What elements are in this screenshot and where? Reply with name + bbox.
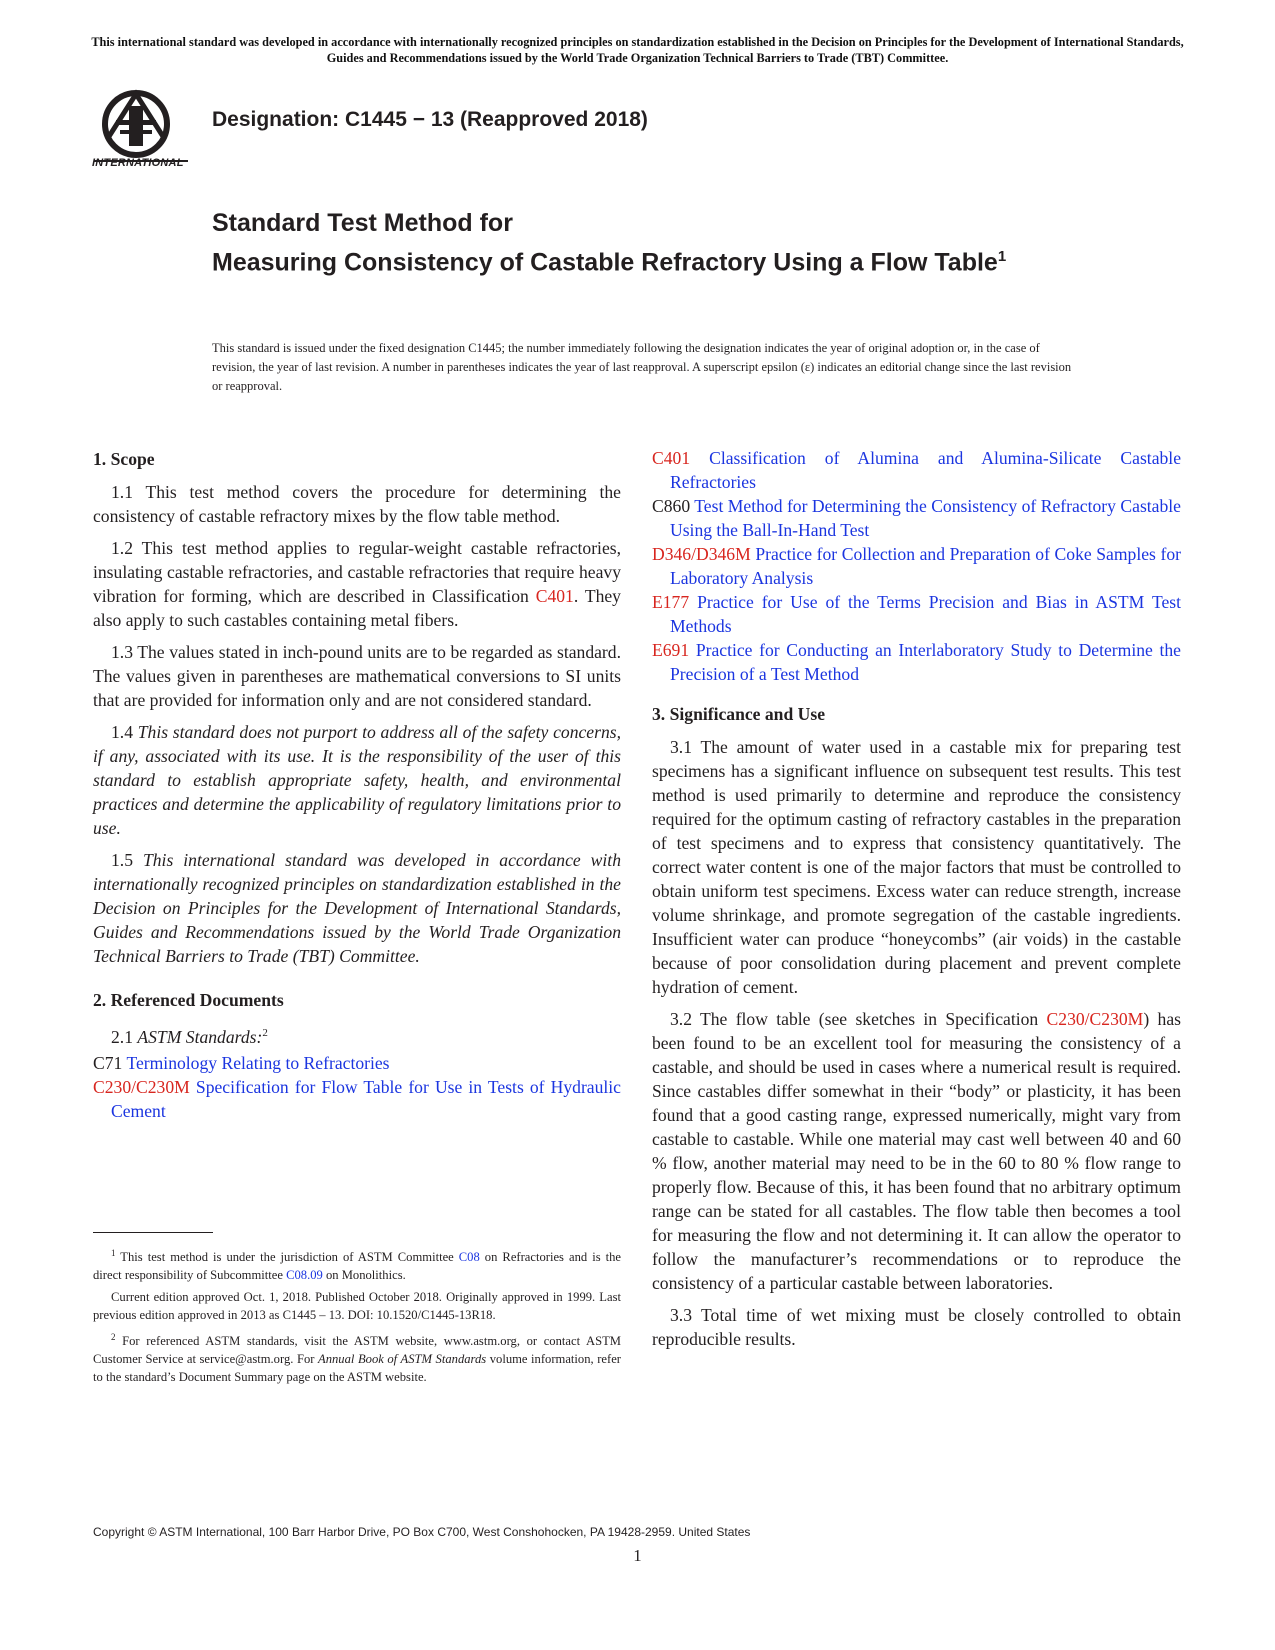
ref-title-link[interactable]: Terminology Relating to Refractories (126, 1052, 390, 1073)
ref-item-e177 (652, 590, 1181, 638)
ref-title-link[interactable]: Practice for Collection and Preparation of Coke Samples for Laboratory Analysis (670, 544, 1181, 588)
footnote-mark-2: 2 (262, 1027, 268, 1039)
ref-item-c230 (93, 1075, 621, 1123)
ref-code[interactable]: E177 (652, 592, 690, 612)
ref-item-d346 (652, 542, 1181, 590)
ref-title-link[interactable]: Specification for Flow Table for Use in Tests of Hydraulic Cement (111, 1076, 621, 1121)
ref-title-link[interactable]: Practice for Use of the Terms Precision and Bias in ASTM Test Methods (670, 592, 1182, 636)
footnotes (93, 1244, 621, 1390)
ref-item-c860 (652, 494, 1181, 542)
issued-note: This standard is issued under the fixed designation C1445; the number immediately following the designation indicates the year of original adoption or, in the case of revision, the year of last revision. A number in parentheses indicates the year of last reapproval. A superscript epsilon (ε) indicates an editorial change since the last revision or reapproval. (212, 341, 1072, 393)
link-c230[interactable]: C230/C230M (1046, 1009, 1144, 1029)
document-title (212, 207, 1112, 279)
para-1-3: 1.3 The values stated in inch-pound units are to be regarded as standard. The values given in parentheses are mathematical conversions to SI units that are provided for information only and are not considered standard. (93, 642, 621, 710)
ref-title-link[interactable]: Practice for Conducting an Interlaboratory Study to Determine the Precision of a Test Method (670, 640, 1181, 684)
link-c401[interactable]: C401 (535, 586, 574, 606)
para-1-1: 1.1 This test method covers the procedure for determining the consistency of castable refractory mixes by the flow table method. (93, 482, 621, 526)
ref-item-c71 (93, 1051, 621, 1075)
designation: Designation: C1445 − 13 (Reapproved 2018) (212, 108, 648, 131)
title-footnote-mark: 1 (997, 248, 1007, 265)
para-1-4-text: This standard does not purport to address all of the safety concerns, if any, associated with its use. It is the responsibility of the user of this standard to establish appropriate safety, health, and environmental practices and determine the applicability of regulatory limitations prior to use. (93, 722, 621, 838)
para-3-2-text: 3.2 The flow table (see sketches in Specification (670, 1009, 1047, 1029)
para-3-3: 3.3 Total time of wet mixing must be closely controlled to obtain reproducible results. (652, 1305, 1181, 1349)
para-1-4 (93, 720, 621, 840)
footnote-1-edition: Current edition approved Oct. 1, 2018. Published October 2018. Originally approved in 1999. Last previous edition approved in 2013 as C1445 – 13. DOI: 10.1520/C1445-13R18. (93, 1290, 621, 1323)
ref-title-link[interactable]: Test Method for Determining the Consistency of Refractory Castable Using the Ball-In-Hand Test (670, 496, 1181, 540)
para-1-4-num: 1.4 (111, 722, 138, 742)
footnote-divider (93, 1232, 213, 1233)
significance-heading: 3. Significance and Use (652, 704, 826, 724)
footnote-2-italic: Annual Book of ASTM Standards (318, 1352, 487, 1367)
footnote-1 (93, 1244, 621, 1284)
scope-heading: 1. Scope (93, 449, 155, 469)
footnote-1-text-2: on Refractories and is the direct responsibility of Subcommittee (93, 1250, 622, 1283)
footnote-1-text-3: on Monolithics. (322, 1268, 406, 1283)
footnote-2-text: For referenced ASTM standards, visit the ASTM website, www.astm.org, or contact ASTM Customer Service at service@astm.org. For (93, 1334, 621, 1367)
right-column (652, 447, 1181, 1359)
footnote-1-text: This test method is under the jurisdiction of ASTM Committee (115, 1250, 459, 1265)
ref-title-link[interactable]: Classification of Alumina and Alumina-Silicate Castable Refractories (670, 448, 1182, 492)
footnote-2-text-2: volume information, refer to the standard’s Document Summary page on the ASTM website. (93, 1352, 621, 1385)
referenced-heading: 2. Referenced Documents (93, 990, 284, 1010)
left-column (93, 447, 621, 1123)
title-line-2 (212, 240, 1112, 279)
para-1-2-text: 1.2 This test method applies to regular-weight castable refractories, insulating castable refractories, and castable refractories that require heavy vibration for forming, which are described in Classification (93, 538, 621, 606)
ref-item-c401 (652, 446, 1181, 494)
astm-standards-label: ASTM Standards: (137, 1026, 263, 1047)
para-1-5-num: 1.5 (111, 850, 143, 870)
footnote-2 (93, 1328, 621, 1386)
link-c08[interactable]: C08 (458, 1250, 480, 1265)
wto-notice: This international standard was developed in accordance with internationally recognized principles on standardization established in the Decision on Principles for the Development of International Standards, Guides and Recommendations issued by the World Trade Organization Technical Barriers to Trade (TBT) Committee. (91, 35, 1184, 65)
para-2-1 (93, 1021, 621, 1049)
footnote-1-mark: 1 (111, 1248, 116, 1258)
astm-logo (92, 86, 200, 176)
logo-label: INTERNATIONAL (92, 157, 184, 169)
title-line-1: Standard Test Method for (212, 209, 513, 237)
ref-code[interactable]: C401 (652, 448, 691, 468)
para-3-2 (652, 1007, 1181, 1295)
para-1-5 (93, 848, 621, 968)
ref-code[interactable]: D346/D346M (652, 544, 751, 564)
para-3-2-text-end: ) has been found to be an excellent tool for measuring the consistency of a castable, and should be used in cases where a numerical result is required. Since castables differ somewhat in their “body” or plasticity, it has been found that a good casting range, expressed numerically, might vary from castable to castable. While one material may cast well between 40 and 60 % flow, another material may need to be in the 60 to 80 % flow range to properly flow. Because of this, it has been found that no arbitrary optimum range can be stated for all castables. The flow table then becomes a tool for measuring the flow and not determining it. It can allow the operator to follow the manufacturer’s recommendations or to reproduce the consistency of a particular castable between laboratories. (652, 1009, 1181, 1293)
link-c08-09[interactable]: C08.09 (286, 1268, 323, 1283)
ref-code[interactable]: C860 (652, 496, 691, 516)
title-main: Measuring Consistency of Castable Refractory Using a Flow Table (212, 248, 998, 277)
copyright: Copyright © ASTM International, 100 Barr Harbor Drive, PO Box C700, West Conshohocken, PA 19428-2959. United States (93, 1525, 751, 1539)
page-number: 1 (633, 1546, 642, 1565)
para-2-1-num: 2.1 (111, 1026, 138, 1047)
para-3-1: 3.1 The amount of water used in a castable mix for preparing test specimens has a significant influence on subsequent test results. This test method is used primarily to determine and reproduce the consistency required for the optimum casting of refractory castables in the preparation of test specimens and to express that consistency quantitatively. The correct water content is one of the major factors that must be controlled to obtain uniform test specimens. Excess water can reduce strength, increase volume shrinkage, and promote segregation of the castable ingredients. Insufficient water can produce “honeycombs” (air voids) in the castable because of poor consolidation during placement and prevent complete hydration of cement. (652, 737, 1181, 997)
para-1-2-text-end: . They also apply to such castables containing metal fibers. (93, 586, 621, 630)
para-1-5-text: This international standard was developed in accordance with internationally recognized principles on standardization established in the Decision on Principles for the Development of International Standards, Guides and Recommendations issued by the World Trade Organization Technical Barriers to Trade (TBT) Committee. (93, 850, 621, 966)
ref-code[interactable]: E691 (652, 640, 690, 660)
footnote-2-mark: 2 (111, 1332, 116, 1343)
para-1-2 (93, 536, 621, 632)
ref-item-e691 (652, 638, 1181, 686)
ref-code[interactable]: C71 (93, 1052, 123, 1073)
ref-code[interactable]: C230/C230M (93, 1076, 190, 1097)
